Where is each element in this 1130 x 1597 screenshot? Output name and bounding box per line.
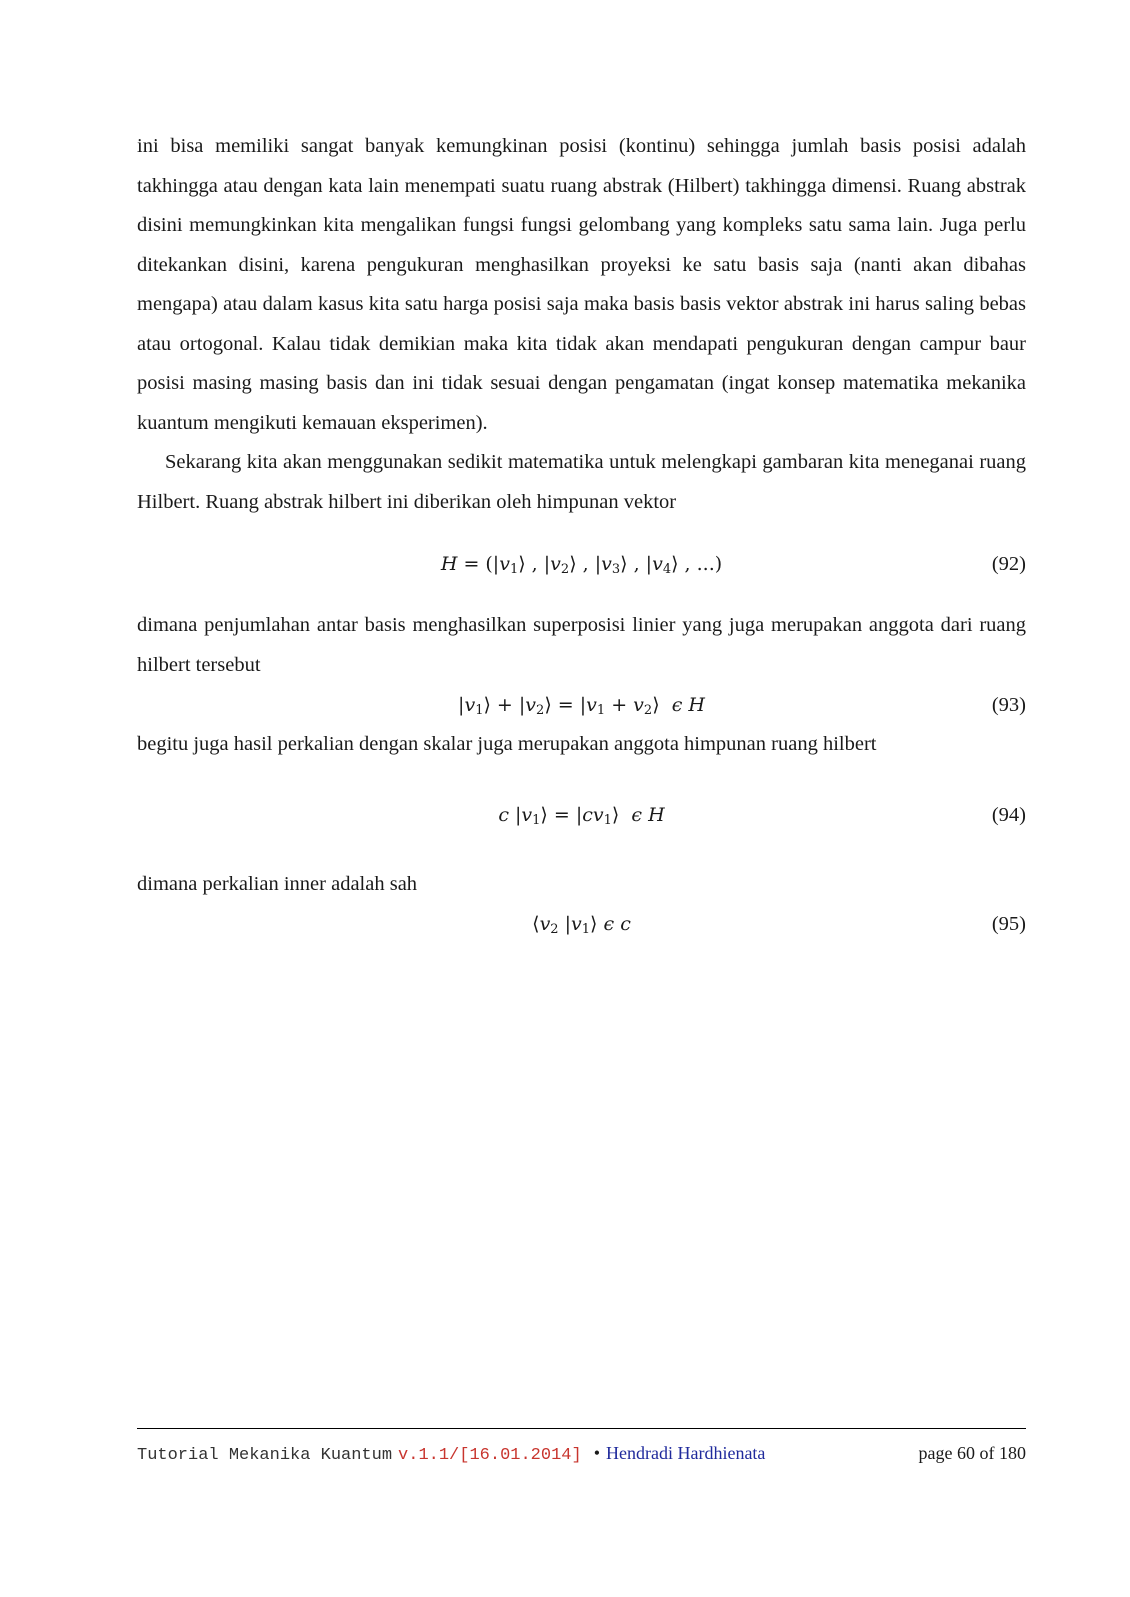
equation-93 <box>137 685 1026 725</box>
footer-title: Tutorial Mekanika Kuantum <box>137 1446 393 1465</box>
footer-author: Hendradi Hardhienata <box>606 1443 766 1463</box>
footer-version: v.1.1/[16.01.2014] <box>398 1446 582 1465</box>
footer-bullet: • <box>593 1443 600 1463</box>
equation-92 <box>137 544 1026 584</box>
equation-93-number: (93) <box>991 694 1026 716</box>
paragraph-3: dimana penjumlahan antar basis menghasilkan superposisi linier yang juga merupakan anggota dari ruang hilbert tersebut <box>137 614 1026 676</box>
equation-94-number: (94) <box>991 803 1026 826</box>
paragraph-1: ini bisa memiliki sangat banyak kemungkinan posisi (kontinu) sehingga jumlah basis posisi adalah takhingga atau dengan kata lain menempati suatu ruang abstrak (Hilbert) takhingga dimensi. Ruang abstrak disini memungkinkan kita mengalikan fungsi fungsi gelombang yang kompleks satu sama lain. Juga perlu ditekankan disini, karena pengukuran menghasilkan proyeksi ke satu basis saja (nanti akan dibahas mengapa) atau dalam kasus kita satu harga posisi saja maka basis basis vektor abstrak ini harus saling bebas atau ortogonal. Kalau tidak demikian maka kita tidak akan mendapati pengukuran dengan campur baur posisi masing masing basis dan ini tidak sesuai dengan pengamatan (ingat konsep matematika mekanika kuantum mengikuti kemauan eksperimen). <box>137 135 1026 434</box>
equation-95 <box>137 904 1026 944</box>
equation-92-math: $H = (|v_1⟩$ , $|v_2⟩$ , $|v_3⟩$ , $|v_4⟩$ , ...) <box>440 553 723 577</box>
paragraph-4: begitu juga hasil perkalian dengan skalar juga merupakan anggota himpunan ruang hilbert <box>137 733 877 755</box>
footer-divider <box>137 1428 1026 1429</box>
paragraph-5: dimana perkalian inner adalah sah <box>137 872 418 895</box>
footer-page-number: page 60 of 180 <box>918 1443 1026 1463</box>
equation-95-number: (95) <box>991 913 1026 935</box>
equation-94-math: c $|v_1⟩$ = $|cv_1⟩$ ϵ H <box>498 803 665 828</box>
equation-93-math: $|v_1⟩$ + $|v_2⟩ = |v_1$ + $v_2⟩$ ϵ H <box>458 694 705 718</box>
equation-92-number: (92) <box>991 553 1026 575</box>
paragraph-2: Sekarang kita akan menggunakan sedikit matematika untuk melengkapi gambaran kita meneganai ruang Hilbert. Ruang abstrak hilbert ini diberikan oleh himpunan vektor <box>137 451 1026 513</box>
equation-95-math: $⟨v_2$ $|v_1⟩$ ϵ c <box>532 913 631 937</box>
equation-94 <box>137 795 1026 835</box>
page-footer <box>137 1440 1026 1466</box>
page-content <box>137 127 1026 944</box>
